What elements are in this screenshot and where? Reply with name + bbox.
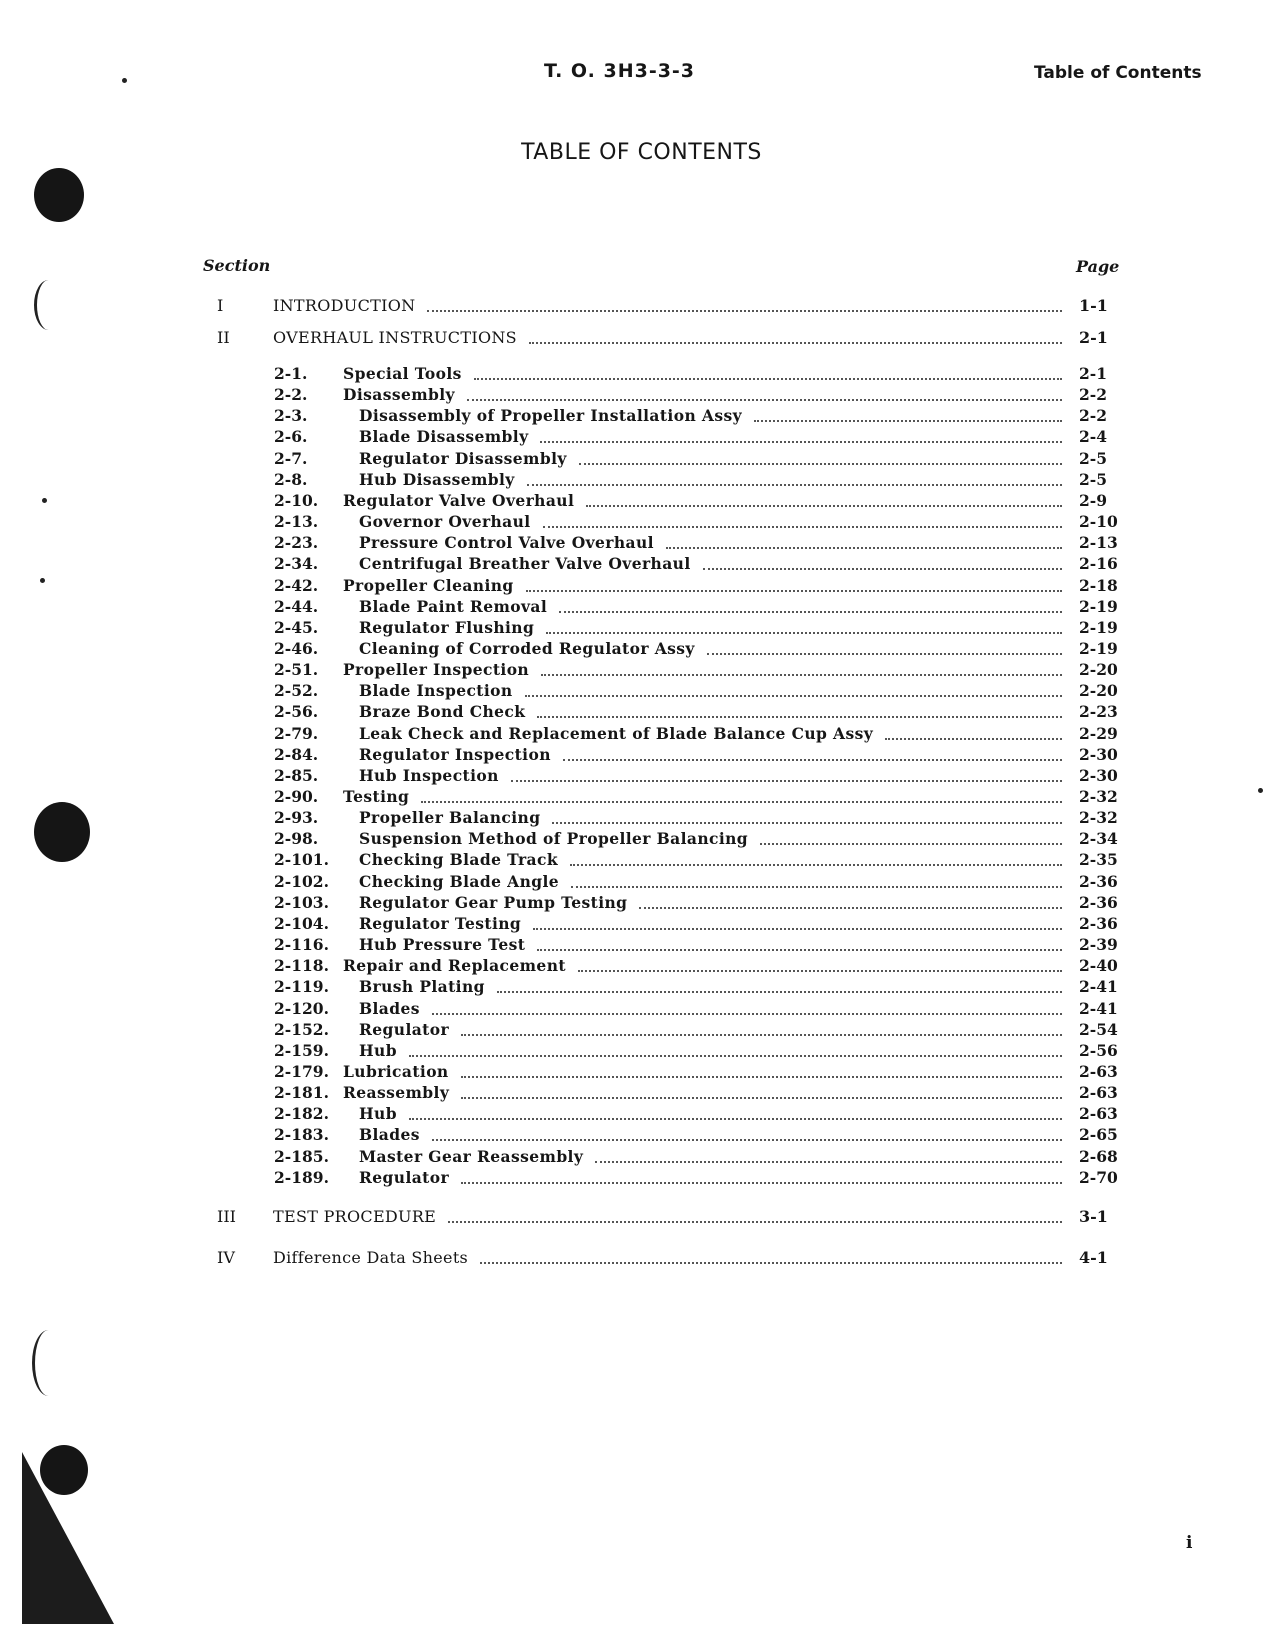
toc-entry-number: 2-46.	[274, 638, 319, 658]
toc-entry-title: Regulator Testing	[359, 914, 529, 933]
toc-entry-number: 2-51.	[274, 660, 319, 680]
toc-entry	[0, 1207, 1283, 1227]
toc-entry-page: 2-70	[1079, 1167, 1118, 1187]
toc-entry-page: 2-23	[1079, 702, 1118, 722]
toc-entry-title: Reassembly	[343, 1083, 457, 1102]
toc-entry-page: 2-19	[1079, 596, 1118, 616]
toc-entry-number: 2-185.	[274, 1146, 329, 1166]
toc-entry-title: Hub Disassembly	[359, 470, 523, 489]
toc-entry-title: Disassembly	[343, 385, 463, 404]
dot-leader	[511, 780, 1062, 782]
toc-entry-number: 2-181.	[274, 1083, 329, 1103]
toc-entry	[0, 1062, 1283, 1082]
toc-entry-number: 2-104.	[274, 913, 329, 933]
dot-leader	[595, 1161, 1062, 1163]
toc-entry-page: 1-1	[1079, 296, 1108, 315]
dot-leader	[432, 1139, 1062, 1141]
dot-leader	[461, 1076, 1062, 1078]
dot-leader	[760, 843, 1062, 845]
dot-leader	[525, 695, 1062, 697]
toc-entry	[0, 449, 1283, 469]
dot-leader	[639, 907, 1062, 909]
toc-entry-number: 2-2.	[274, 385, 308, 405]
toc-entry-title: Regulator	[359, 1168, 457, 1187]
dot-leader	[533, 928, 1062, 930]
toc-entry	[0, 1041, 1283, 1061]
toc-entry-number: II	[217, 328, 230, 347]
toc-entry-number: 2-45.	[274, 617, 319, 637]
toc-entry	[0, 977, 1283, 997]
toc-entry-number: 2-6.	[274, 427, 308, 447]
toc-entry-number: 2-10.	[274, 490, 319, 510]
toc-entry	[0, 724, 1283, 744]
toc-entry-number: 2-103.	[274, 892, 329, 912]
toc-entry	[0, 406, 1283, 426]
toc-entry-title: TEST PROCEDURE	[273, 1207, 444, 1226]
toc-entry-page: 2-30	[1079, 765, 1118, 785]
toc-entry	[0, 1248, 1283, 1268]
doc-number: T. O. 3H3-3-3	[544, 60, 696, 82]
toc-entry-number: 2-13.	[274, 512, 319, 532]
toc-entry-page: 2-54	[1079, 1019, 1118, 1039]
dot-leader	[563, 759, 1062, 761]
toc-entry	[0, 745, 1283, 765]
toc-entry	[0, 618, 1283, 638]
toc-entry-number: 2-183.	[274, 1125, 329, 1145]
toc-entry-page: 2-20	[1079, 660, 1118, 680]
toc-entry-number: 2-44.	[274, 596, 319, 616]
dot-leader	[427, 310, 1062, 312]
toc-entry	[0, 554, 1283, 574]
toc-entry-page: 2-41	[1079, 998, 1118, 1018]
toc-entry-number: 2-8.	[274, 469, 308, 489]
toc-entry-title: Regulator	[359, 1020, 457, 1039]
toc-entry-number: 2-84.	[274, 744, 319, 764]
toc-entry-number: 2-118.	[274, 956, 329, 976]
toc-entry	[0, 787, 1283, 807]
toc-entry	[0, 639, 1283, 659]
toc-entry-title: Leak Check and Replacement of Blade Balance Cup Assy	[359, 724, 881, 743]
toc-entry-title: Suspension Method of Propeller Balancing	[359, 829, 756, 848]
toc-entry-title: Master Gear Reassembly	[359, 1147, 591, 1166]
toc-entry-page: 2-41	[1079, 977, 1118, 997]
toc-entry-title: Regulator Inspection	[359, 745, 559, 764]
toc-entry-number: 2-85.	[274, 765, 319, 785]
toc-entry-page: 2-36	[1079, 913, 1118, 933]
toc-entry-title: Hub Pressure Test	[359, 935, 533, 954]
toc-entry-title: Testing	[343, 787, 417, 806]
toc-entry	[0, 681, 1283, 701]
dot-leader	[754, 420, 1062, 422]
toc-entry	[0, 914, 1283, 934]
toc-entry-number: 2-116.	[274, 935, 329, 955]
toc-entry-page: 2-19	[1079, 617, 1118, 637]
toc-entry-number: 2-182.	[274, 1104, 329, 1124]
toc-entry-page: 4-1	[1079, 1248, 1108, 1267]
toc-entry-title: INTRODUCTION	[273, 296, 423, 315]
toc-entry-page: 2-20	[1079, 681, 1118, 701]
toc-entry	[0, 597, 1283, 617]
toc-entry-title: Regulator Disassembly	[359, 449, 575, 468]
toc-entry	[0, 808, 1283, 828]
toc-entry	[0, 364, 1283, 384]
toc-entry-page: 2-40	[1079, 956, 1118, 976]
toc-entry-page: 2-63	[1079, 1104, 1118, 1124]
toc-entry-page: 2-16	[1079, 554, 1118, 574]
toc-entry	[0, 385, 1283, 405]
dot-leader	[480, 1262, 1062, 1264]
toc-entry	[0, 512, 1283, 532]
toc-entry-page: 2-19	[1079, 638, 1118, 658]
toc-entry-number: IV	[217, 1248, 235, 1267]
toc-entry-number: 2-90.	[274, 787, 319, 806]
toc-entry	[0, 999, 1283, 1019]
toc-entry-page: 2-68	[1079, 1146, 1118, 1166]
toc-entry-number: 2-101.	[274, 850, 329, 870]
toc-entry	[0, 850, 1283, 870]
toc-entry	[0, 829, 1283, 849]
dot-leader	[448, 1221, 1062, 1223]
toc-entry-page: 3-1	[1079, 1207, 1108, 1226]
toc-entry	[0, 1125, 1283, 1145]
page-title: TABLE OF CONTENTS	[521, 140, 762, 165]
toc-entry-number: 2-56.	[274, 702, 319, 722]
dot-leader	[570, 864, 1062, 866]
toc-entry-title: Regulator Valve Overhaul	[343, 491, 582, 510]
toc-entry-title: Hub Inspection	[359, 766, 507, 785]
toc-entry	[0, 766, 1283, 786]
toc-entry	[0, 427, 1283, 447]
toc-entry-number: 2-119.	[274, 977, 329, 997]
dot-leader	[526, 590, 1062, 592]
dot-leader	[461, 1034, 1062, 1036]
toc-entry-title: Blades	[359, 999, 428, 1018]
toc-entry-title: Blades	[359, 1125, 428, 1144]
toc-entry	[0, 576, 1283, 596]
toc-entry-page: 2-1	[1079, 364, 1108, 383]
dot-leader	[578, 970, 1062, 972]
toc-entry-page: 2-36	[1079, 892, 1118, 912]
toc-entry	[0, 956, 1283, 976]
toc-entry-title: Centrifugal Breather Valve Overhaul	[359, 554, 699, 573]
toc-entry-title: Repair and Replacement	[343, 956, 574, 975]
toc-entry	[0, 660, 1283, 680]
dot-leader	[579, 463, 1062, 465]
toc-entry	[0, 1147, 1283, 1167]
toc-entry	[0, 702, 1283, 722]
toc-entry	[0, 872, 1283, 892]
dot-leader	[586, 505, 1062, 507]
dot-leader	[409, 1055, 1062, 1057]
toc-entry-title: Blade Disassembly	[359, 427, 536, 446]
toc-entry	[0, 328, 1283, 348]
toc-entry-title: Brush Plating	[359, 977, 493, 996]
toc-entry-number: III	[217, 1207, 236, 1226]
toc-entry-number: 2-34.	[274, 554, 319, 574]
toc-entry-page: 2-2	[1079, 406, 1108, 426]
toc-entry-number: I	[217, 296, 224, 315]
dot-leader	[559, 611, 1062, 613]
toc-entry-number: 2-179.	[274, 1061, 329, 1081]
dot-leader	[707, 653, 1062, 655]
toc-entry-page: 2-13	[1079, 533, 1118, 553]
page-number: i	[1186, 1533, 1193, 1553]
toc-entry-number: 2-52.	[274, 681, 319, 701]
toc-entry-title: Checking Blade Track	[359, 850, 566, 869]
toc-entry-page: 2-29	[1079, 723, 1118, 743]
toc-entry-page: 2-32	[1079, 808, 1118, 828]
toc-entry-page: 2-5	[1079, 469, 1108, 489]
toc-entry-page: 2-5	[1079, 448, 1108, 468]
toc-entry	[0, 1083, 1283, 1103]
dot-leader	[537, 949, 1062, 951]
toc-entry-title: Hub	[359, 1104, 405, 1123]
toc-entry-title: Blade Inspection	[359, 681, 521, 700]
toc-entry-page: 2-32	[1079, 787, 1118, 806]
toc-entry-page: 2-39	[1079, 935, 1118, 955]
dot-leader	[461, 1182, 1062, 1184]
dot-leader	[432, 1013, 1062, 1015]
toc-entry-page: 2-2	[1079, 385, 1108, 405]
toc-entry	[0, 1168, 1283, 1188]
toc-entry-number: 2-102.	[274, 871, 329, 891]
toc-entry-title: Special Tools	[343, 364, 470, 383]
toc-entry-title: Pressure Control Valve Overhaul	[359, 533, 662, 552]
toc-entry-number: 2-23.	[274, 533, 319, 553]
section-column-header: Section	[203, 256, 271, 275]
dot-leader	[467, 399, 1062, 401]
toc-entry-number: 2-42.	[274, 575, 319, 595]
toc-entry-page: 2-63	[1079, 1061, 1118, 1081]
toc-entry-title: Hub	[359, 1041, 405, 1060]
toc-entry	[0, 935, 1283, 955]
toc-entry-title: Difference Data Sheets	[273, 1248, 476, 1267]
toc-entry-page: 2-10	[1079, 512, 1118, 532]
toc-entry-title: Disassembly of Propeller Installation Assy	[359, 406, 750, 425]
dot-leader	[537, 716, 1062, 718]
toc-entry-title: Regulator Gear Pump Testing	[359, 893, 635, 912]
page-column-header: Page	[1076, 257, 1120, 276]
toc-entry-page: 2-63	[1079, 1083, 1118, 1103]
dot-leader	[497, 991, 1062, 993]
toc-entry	[0, 1104, 1283, 1124]
toc-entry	[0, 470, 1283, 490]
toc-entry-page: 2-4	[1079, 427, 1108, 447]
toc-entry-title: Blade Paint Removal	[359, 597, 555, 616]
dot-leader	[543, 526, 1062, 528]
toc-entry-title: Regulator Flushing	[359, 618, 542, 637]
toc-entry-page: 2-9	[1079, 490, 1108, 510]
dot-leader	[461, 1097, 1062, 1099]
toc-entry-number: 2-3.	[274, 406, 308, 426]
dot-leader	[571, 886, 1062, 888]
toc-entry-number: 2-1.	[274, 364, 308, 383]
toc-entry-title: Checking Blade Angle	[359, 872, 567, 891]
toc-entry	[0, 491, 1283, 511]
toc-entry-title: OVERHAUL INSTRUCTIONS	[273, 328, 525, 347]
toc-entry-page: 2-30	[1079, 744, 1118, 764]
dot-leader	[529, 342, 1062, 344]
toc-entry-number: 2-159.	[274, 1040, 329, 1060]
toc-entry-page: 2-36	[1079, 871, 1118, 891]
toc-entry-number: 2-7.	[274, 448, 308, 468]
toc-entry-title: Lubrication	[343, 1062, 457, 1081]
toc-entry-number: 2-189.	[274, 1167, 329, 1187]
toc-entry-title: Propeller Cleaning	[343, 576, 522, 595]
dot-leader	[540, 441, 1062, 443]
toc-entry-title: Braze Bond Check	[359, 702, 533, 721]
toc-entry-page: 2-35	[1079, 850, 1118, 870]
toc-entry-number: 2-98.	[274, 829, 319, 849]
toc-entry-page: 2-34	[1079, 829, 1118, 849]
toc-entry	[0, 1020, 1283, 1040]
dot-leader	[541, 674, 1062, 676]
dot-leader	[552, 822, 1062, 824]
toc-entry-page: 2-65	[1079, 1125, 1118, 1145]
dot-leader	[421, 801, 1062, 803]
toc-entry	[0, 296, 1283, 316]
dot-leader	[546, 632, 1062, 634]
running-title: Table of Contents	[1034, 63, 1202, 83]
dot-leader	[703, 568, 1062, 570]
toc-entry-number: 2-152.	[274, 1019, 329, 1039]
toc-entry-page: 2-56	[1079, 1040, 1118, 1060]
toc-entry-title: Governor Overhaul	[359, 512, 539, 531]
toc-entry-title: Propeller Balancing	[359, 808, 548, 827]
toc-entry-page: 2-18	[1079, 575, 1118, 595]
toc-entry-number: 2-93.	[274, 808, 319, 828]
dot-leader	[474, 378, 1062, 380]
dot-leader	[666, 547, 1062, 549]
toc-entry	[0, 533, 1283, 553]
toc-entry-page: 2-1	[1079, 328, 1108, 347]
dot-leader	[527, 484, 1062, 486]
dot-leader	[409, 1118, 1062, 1120]
toc-entry-title: Cleaning of Corroded Regulator Assy	[359, 639, 703, 658]
toc-entry	[0, 893, 1283, 913]
toc-entry-number: 2-79.	[274, 723, 319, 743]
toc-entry-title: Propeller Inspection	[343, 660, 537, 679]
toc-entry-number: 2-120.	[274, 998, 329, 1018]
dot-leader	[885, 738, 1062, 740]
